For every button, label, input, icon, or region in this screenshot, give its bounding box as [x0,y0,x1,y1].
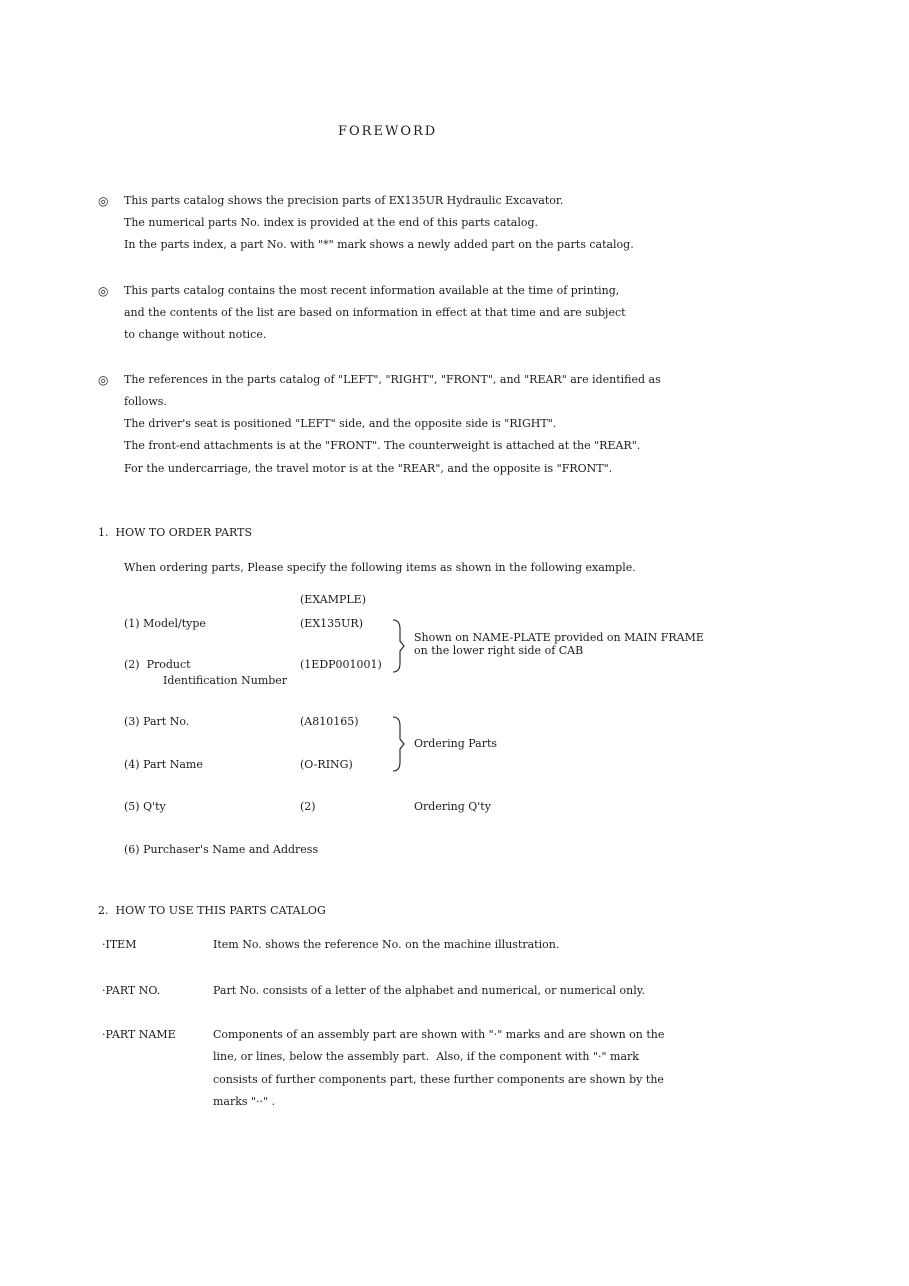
order-item-label: (4) Part Name [124,758,203,771]
brace-icon [392,716,406,772]
note-line: In the parts index, a part No. with "*" mark shows a newly added part on the parts catalog. [124,238,634,251]
term-description: consists of further components part, these further components are shown by the [213,1073,664,1086]
term-description: Item No. shows the reference No. on the machine illustration. [213,938,560,951]
order-item-label: (6) Purchaser's Name and Address [124,843,319,856]
note-line: This parts catalog contains the most recent information available at the time of printing, [124,284,620,297]
order-item-value: (O-RING) [300,758,353,771]
term-description: Part No. consists of a letter of the alphabet and numerical, or numerical only. [213,984,646,997]
section-heading: 2. HOW TO USE THIS PARTS CATALOG [98,904,326,917]
qty-note: Ordering Q'ty [414,800,491,813]
double-circle-icon: ◎ [98,284,109,298]
note-line: and the contents of the list are based on information in effect at that time and are subject [124,306,626,319]
order-item-label: (1) Model/type [124,617,206,630]
group-note-line: Shown on NAME-PLATE provided on MAIN FRAME [414,631,704,644]
brace-icon [392,619,406,673]
note-line: to change without notice. [124,328,267,341]
note-line: follows. [124,395,167,408]
page-title: FOREWORD [338,124,438,139]
section-intro: When ordering parts, Please specify the following items as shown in the following example. [124,561,636,574]
example-header: (EXAMPLE) [300,593,366,606]
note-line: The driver's seat is positioned "LEFT" side, and the opposite side is "RIGHT". [124,417,557,430]
order-item-label: (3) Part No. [124,715,190,728]
order-item-label: (5) Q'ty [124,800,166,813]
note-line: The front-end attachments is at the "FRONT". The counterweight is attached at the "REAR". [124,439,641,452]
term-label: ·ITEM [102,938,137,951]
order-item-value: (A810165) [300,715,359,728]
group-note: Ordering Parts [414,737,498,750]
term-label: ·PART NO. [102,984,161,997]
group-note-line: on the lower right side of CAB [414,644,584,657]
order-item-label: (2) Product [124,658,191,671]
note-line: This parts catalog shows the precision parts of EX135UR Hydraulic Excavator. [124,194,564,207]
order-item-value: (1EDP001001) [300,658,382,671]
term-description: line, or lines, below the assembly part. Also, if the component with "·" mark [213,1050,639,1063]
note-line: The references in the parts catalog of "LEFT", "RIGHT", "FRONT", and "REAR" are identified as [124,373,661,386]
term-description: Components of an assembly part are shown with "·" marks and are shown on the [213,1028,665,1041]
order-item-label: Identification Number [163,674,288,687]
order-item-value: (EX135UR) [300,617,363,630]
term-description: marks "··" . [213,1095,276,1108]
note-line: For the undercarriage, the travel motor is at the "REAR", and the opposite is "FRONT". [124,462,613,475]
double-circle-icon: ◎ [98,194,109,208]
term-label: ·PART NAME [102,1028,176,1041]
section-heading: 1. HOW TO ORDER PARTS [98,526,252,539]
note-line: The numerical parts No. index is provided at the end of this parts catalog. [124,216,539,229]
order-item-value: (2) [300,800,316,813]
double-circle-icon: ◎ [98,373,109,387]
